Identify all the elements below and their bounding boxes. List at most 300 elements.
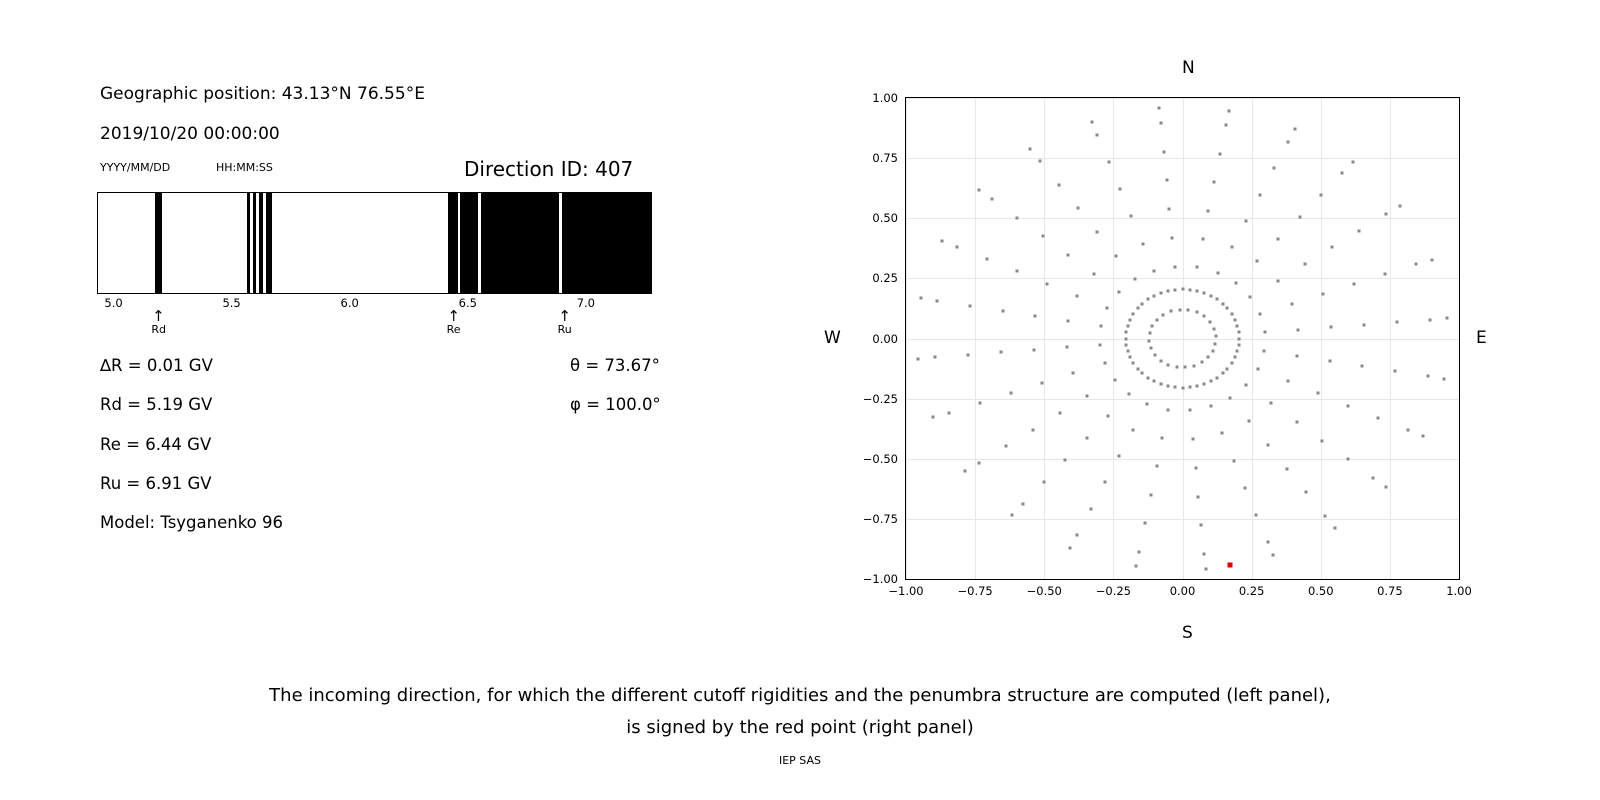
direction-point (1076, 294, 1079, 297)
direction-point (1159, 291, 1162, 294)
south-label: S (1182, 623, 1193, 643)
direction-point (1430, 258, 1433, 261)
direction-point (1384, 273, 1387, 276)
theta-readout: θ = 73.67° (570, 356, 660, 375)
direction-point (1162, 313, 1165, 316)
direction-point (1064, 459, 1067, 462)
direction-point (1165, 179, 1168, 182)
direction-point (1272, 167, 1275, 170)
x-axis-tick-label: 0.50 (1307, 584, 1334, 598)
left-panel (0, 0, 800, 660)
direction-point (1124, 337, 1127, 340)
direction-point (1167, 408, 1170, 411)
date-format-hint: YYYY/MM/DD (100, 161, 171, 174)
figure-caption (0, 680, 1600, 744)
direction-point (1221, 302, 1224, 305)
ru-readout: Ru = 6.91 GV (100, 474, 212, 493)
direction-point (1010, 514, 1013, 517)
direction-point (1316, 392, 1319, 395)
direction-point (1346, 458, 1349, 461)
y-axis-tick-label: 1.00 (872, 91, 898, 105)
direction-point (932, 416, 935, 419)
direction-point (1341, 171, 1344, 174)
direction-point (1010, 391, 1013, 394)
gridline-horizontal (906, 579, 1459, 580)
gridline-horizontal (906, 399, 1459, 400)
direction-point (1141, 302, 1144, 305)
direction-point (1221, 372, 1224, 375)
direction-point (1426, 375, 1429, 378)
direction-point (1174, 386, 1177, 389)
direction-point (1155, 465, 1158, 468)
direction-point (1398, 205, 1401, 208)
direction-point (1346, 404, 1349, 407)
direction-point (1167, 363, 1170, 366)
direction-point (1200, 361, 1203, 364)
direction-point (1256, 367, 1259, 370)
direction-point (1146, 298, 1149, 301)
direction-point (1212, 327, 1215, 330)
direction-point (1200, 524, 1203, 527)
x-axis-tick-label: −0.50 (1026, 584, 1062, 598)
direction-point (1168, 208, 1171, 211)
direction-point (1361, 365, 1364, 368)
direction-point (1072, 372, 1075, 375)
penumbra-band (247, 192, 250, 294)
direction-point (1237, 343, 1240, 346)
rigidity-tick-label: 7.0 (576, 296, 596, 310)
direction-point (1298, 215, 1301, 218)
re-readout: Re = 6.44 GV (100, 435, 212, 454)
direction-point (1321, 439, 1324, 442)
direction-point (1188, 409, 1191, 412)
x-axis-tick-label: −0.25 (1095, 584, 1131, 598)
datetime-label: 2019/10/20 00:00:00 (100, 124, 280, 144)
direction-scatter-plot-area (905, 97, 1460, 580)
direction-point (1213, 181, 1216, 184)
direction-point (1132, 312, 1135, 315)
rigidity-marker-rd (151, 307, 167, 337)
direction-point (1358, 229, 1361, 232)
direction-point (1245, 383, 1248, 386)
penumbra-band (266, 192, 272, 294)
direction-point (1303, 263, 1306, 266)
direction-point (1236, 350, 1239, 353)
direction-point (1144, 522, 1147, 525)
x-axis-tick-label: −1.00 (888, 584, 924, 598)
direction-point (1422, 435, 1425, 438)
direction-point (1154, 354, 1157, 357)
direction-point (1119, 188, 1122, 191)
direction-point (1270, 402, 1273, 405)
rigidity-marker-label: Ru (557, 323, 572, 336)
direction-point (1133, 278, 1136, 281)
direction-point (1107, 161, 1110, 164)
direction-point (1146, 402, 1149, 405)
rigidity-marker-label: Re (446, 323, 461, 336)
direction-point (1128, 392, 1131, 395)
direction-point (1216, 376, 1219, 379)
direction-point (1203, 291, 1206, 294)
direction-point (1141, 242, 1144, 245)
direction-point (1175, 365, 1178, 368)
direction-point (1161, 436, 1164, 439)
direction-point (1029, 148, 1032, 151)
direction-point (1243, 486, 1246, 489)
direction-point (1046, 282, 1049, 285)
y-axis-tick-label: 0.00 (872, 331, 898, 346)
direction-point (1016, 270, 1019, 273)
direction-point (1076, 533, 1079, 536)
direction-point (1162, 150, 1165, 153)
direction-point (1057, 183, 1060, 186)
direction-point (969, 304, 972, 307)
rigidity-marker-ru (557, 307, 572, 337)
direction-point (1195, 311, 1198, 314)
direction-point (1098, 343, 1101, 346)
selected-direction-point[interactable] (1227, 562, 1232, 567)
direction-point (1092, 272, 1095, 275)
direction-point (1158, 107, 1161, 110)
direction-point (1396, 321, 1399, 324)
direction-point (1442, 377, 1445, 380)
direction-point (1244, 219, 1247, 222)
rigidity-axis (97, 294, 652, 336)
gridline-horizontal (906, 278, 1459, 279)
direction-point (1188, 386, 1191, 389)
direction-point (1266, 540, 1269, 543)
penumbra-band (155, 192, 162, 294)
direction-point (1166, 289, 1169, 292)
direction-point (1114, 254, 1117, 257)
direction-point (1328, 360, 1331, 363)
direction-point (1090, 507, 1093, 510)
direction-point (1001, 309, 1004, 312)
gridline-horizontal (906, 158, 1459, 159)
direction-point (1130, 215, 1133, 218)
direction-point (1216, 272, 1219, 275)
direction-point (1149, 493, 1152, 496)
direction-point (1059, 411, 1062, 414)
direction-point (1230, 245, 1233, 248)
direction-point (1191, 438, 1194, 441)
gridline-vertical (1459, 98, 1460, 579)
y-axis-tick-label: 0.75 (872, 151, 898, 166)
x-axis-tick-label: 0.00 (1169, 584, 1196, 598)
direction-point (1208, 320, 1211, 323)
direction-point (1203, 553, 1206, 556)
caption-line-2: is signed by the red point (right panel) (626, 717, 974, 738)
rigidity-tick-label: 6.5 (458, 296, 477, 310)
direction-point (1132, 362, 1135, 365)
direction-point (1034, 314, 1037, 317)
direction-point (1032, 348, 1035, 351)
direction-point (1150, 347, 1153, 350)
direction-point (1069, 546, 1072, 549)
direction-point (1153, 269, 1156, 272)
penumbra-band (253, 192, 256, 294)
direction-point (1238, 337, 1241, 340)
penumbra-chart (97, 192, 652, 294)
direction-point (1333, 526, 1336, 529)
penumbra-band (448, 192, 458, 294)
caption-line-1: The incoming direction, for which the different cutoff rigidities and the penumbra structure are computed (left panel), (269, 685, 1331, 706)
direction-point (1095, 231, 1098, 234)
gridline-horizontal (906, 459, 1459, 460)
direction-point (1151, 325, 1154, 328)
direction-point (1445, 317, 1448, 320)
direction-point (1209, 294, 1212, 297)
x-axis-tick-label: −0.75 (957, 584, 993, 598)
direction-point (1146, 376, 1149, 379)
east-label: E (1476, 328, 1487, 348)
direction-point (1226, 307, 1229, 310)
footer-credit: IEP SAS (778, 754, 822, 767)
direction-point (1136, 307, 1139, 310)
direction-point (1129, 318, 1132, 321)
time-format-hint: HH:MM:SS (216, 161, 273, 174)
y-axis-tick-label: −1.00 (862, 572, 898, 586)
y-axis-tick-label: −0.25 (862, 391, 898, 406)
direction-point (1085, 436, 1088, 439)
direction-point (1065, 346, 1068, 349)
direction-point (1113, 378, 1116, 381)
direction-point (1248, 420, 1251, 423)
y-axis-tick-label: 0.25 (872, 271, 898, 286)
direction-point (1415, 263, 1418, 266)
direction-point (1067, 254, 1070, 257)
rigidity-marker-re (446, 307, 461, 337)
direction-point (1141, 372, 1144, 375)
model-readout: Model: Tsyganenko 96 (100, 513, 284, 532)
direction-point (1196, 289, 1199, 292)
direction-point (1041, 235, 1044, 238)
direction-point (1233, 318, 1236, 321)
gridline-horizontal (906, 218, 1459, 219)
x-axis-tick-label: 1.00 (1446, 584, 1472, 598)
penumbra-band (460, 192, 478, 294)
direction-point (1076, 207, 1079, 210)
direction-point (1042, 481, 1045, 484)
direction-point (1293, 128, 1296, 131)
direction-point (1099, 324, 1102, 327)
direction-point (1126, 324, 1129, 327)
direction-point (1032, 428, 1035, 431)
direction-point (1295, 355, 1298, 358)
direction-point (1256, 260, 1259, 263)
direction-point (1103, 362, 1106, 365)
direction-point (1067, 319, 1070, 322)
y-axis-tick-label: −0.75 (862, 511, 898, 526)
arrow-up-icon: ↑ (558, 307, 571, 325)
direction-point (1249, 296, 1252, 299)
direction-point (1393, 370, 1396, 373)
direction-point (1096, 134, 1099, 137)
direction-point (1255, 513, 1258, 516)
rigidity-tick-label: 5.0 (104, 296, 123, 310)
direction-point (1214, 334, 1217, 337)
x-axis-tick-label: 0.75 (1377, 584, 1403, 598)
direction-point (1041, 381, 1044, 384)
direction-point (1136, 367, 1139, 370)
direction-point (1194, 466, 1197, 469)
rd-readout: Rd = 5.19 GV (100, 395, 213, 414)
direction-point (1178, 308, 1181, 311)
direction-point (1286, 467, 1289, 470)
direction-point (1259, 312, 1262, 315)
direction-point (1129, 356, 1132, 359)
direction-point (1184, 366, 1187, 369)
rigidity-tick-label: 5.5 (222, 296, 241, 310)
direction-point (990, 198, 993, 201)
direction-point (1004, 445, 1007, 448)
direction-point (1320, 193, 1323, 196)
right-panel (800, 0, 1600, 660)
direction-point (1202, 315, 1205, 318)
direction-point (1148, 340, 1151, 343)
direction-point (1203, 383, 1206, 386)
direction-point (1330, 326, 1333, 329)
direction-point (1188, 288, 1191, 291)
direction-point (1297, 328, 1300, 331)
penumbra-band (259, 192, 263, 294)
direction-point (978, 401, 981, 404)
direction-point (1263, 350, 1266, 353)
direction-point (1135, 564, 1138, 567)
direction-point (964, 469, 967, 472)
arrow-up-icon: ↑ (152, 307, 165, 325)
y-axis-tick-label: 0.50 (872, 211, 898, 226)
direction-point (1384, 485, 1387, 488)
direction-point (1090, 120, 1093, 123)
direction-point (1290, 302, 1293, 305)
direction-point (1174, 288, 1177, 291)
direction-point (1352, 283, 1355, 286)
direction-point (1276, 279, 1279, 282)
direction-point (1106, 414, 1109, 417)
direction-point (1264, 331, 1267, 334)
direction-point (1125, 343, 1128, 346)
direction-point (1229, 396, 1232, 399)
direction-point (1160, 359, 1163, 362)
direction-point (1016, 216, 1019, 219)
direction-point (1232, 459, 1235, 462)
direction-point (1174, 265, 1177, 268)
y-axis-tick-label: −0.50 (862, 451, 898, 466)
direction-point (1153, 380, 1156, 383)
direction-point (1429, 318, 1432, 321)
direction-point (1192, 364, 1195, 367)
direction-point (1272, 554, 1275, 557)
west-label: W (824, 328, 841, 348)
direction-point (986, 258, 989, 261)
direction-point (1197, 495, 1200, 498)
direction-point (1236, 324, 1239, 327)
x-axis-tick-label: 0.25 (1238, 584, 1265, 598)
direction-point (1166, 385, 1169, 388)
direction-point (1286, 141, 1289, 144)
direction-point (1187, 309, 1190, 312)
direction-point (1181, 386, 1184, 389)
gridline-horizontal (906, 519, 1459, 520)
direction-point (1267, 443, 1270, 446)
direction-point (1407, 428, 1410, 431)
direction-point (936, 299, 939, 302)
direction-point (1138, 550, 1141, 553)
direction-point (1221, 432, 1224, 435)
direction-point (1171, 236, 1174, 239)
rigidity-tick-label: 6.0 (340, 296, 359, 310)
direction-point (1385, 213, 1388, 216)
direction-point (1376, 416, 1379, 419)
direction-point (1181, 288, 1184, 291)
direction-point (1104, 481, 1107, 484)
direction-point (1206, 356, 1209, 359)
penumbra-band (562, 192, 652, 294)
direction-point (1233, 356, 1236, 359)
direction-point (1038, 160, 1041, 163)
direction-point (1106, 307, 1109, 310)
direction-point (978, 189, 981, 192)
direction-point (1224, 124, 1227, 127)
direction-point (1211, 349, 1214, 352)
direction-point (1295, 420, 1298, 423)
direction-point (1201, 238, 1204, 241)
direction-point (1321, 293, 1324, 296)
direction-point (1218, 152, 1221, 155)
penumbra-band (481, 192, 559, 294)
direction-point (1216, 298, 1219, 301)
direction-point (940, 239, 943, 242)
direction-point (1277, 238, 1280, 241)
direction-point (966, 353, 969, 356)
direction-point (1258, 193, 1261, 196)
direction-id-label: Direction ID: 407 (464, 157, 634, 181)
direction-point (1324, 514, 1327, 517)
direction-point (947, 411, 950, 414)
direction-point (1286, 380, 1289, 383)
direction-point (1214, 342, 1217, 345)
gridline-horizontal (906, 98, 1459, 99)
direction-point (1209, 380, 1212, 383)
delta-r-readout: ∆R = 0.01 GV (100, 356, 213, 375)
direction-point (1196, 385, 1199, 388)
direction-point (955, 246, 958, 249)
direction-point (1207, 209, 1210, 212)
direction-point (1153, 294, 1156, 297)
direction-point (920, 297, 923, 300)
direction-point (1118, 455, 1121, 458)
direction-point (1086, 395, 1089, 398)
direction-point (1237, 331, 1240, 334)
direction-point (1230, 362, 1233, 365)
direction-point (1159, 121, 1162, 124)
phi-readout: φ = 100.0° (570, 395, 661, 414)
geographic-position-label: Geographic position: 43.13°N 76.55°E (100, 84, 425, 104)
rigidity-marker-label: Rd (151, 323, 167, 336)
direction-point (999, 351, 1002, 354)
gridline-horizontal (906, 339, 1459, 340)
direction-point (1352, 160, 1355, 163)
direction-point (917, 357, 920, 360)
direction-point (1226, 367, 1229, 370)
direction-point (1117, 291, 1120, 294)
direction-point (1234, 282, 1237, 285)
direction-point (1363, 323, 1366, 326)
direction-point (977, 461, 980, 464)
direction-point (1126, 350, 1129, 353)
north-label: N (1182, 58, 1195, 78)
